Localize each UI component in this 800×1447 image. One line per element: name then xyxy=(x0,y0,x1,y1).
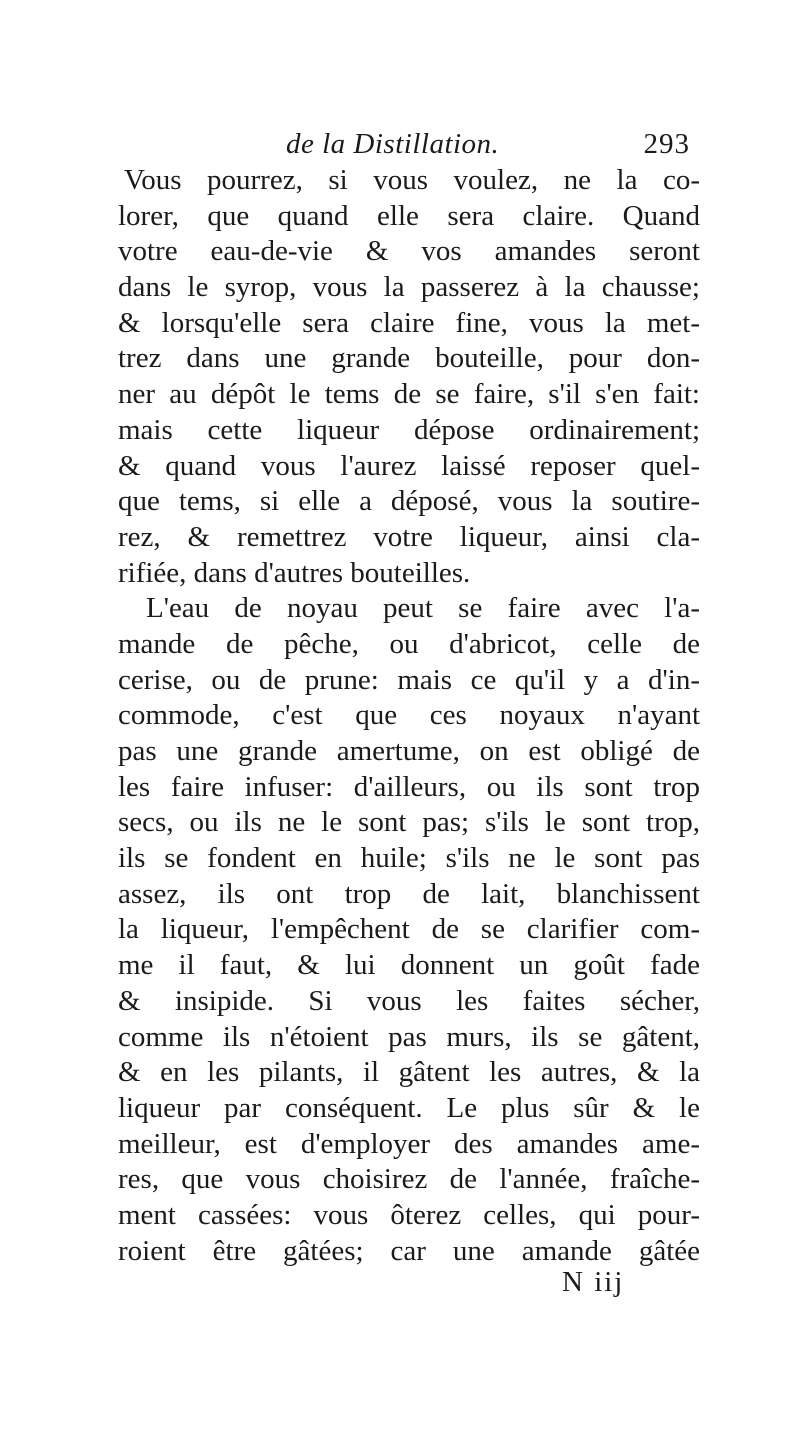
body-text xyxy=(118,163,700,1269)
text-line: cerise, ou de prune: mais ce qu'il y a d'in- xyxy=(118,663,700,696)
text-line: ils se fondent en huile; s'ils ne le sont pas xyxy=(118,842,700,875)
text-line: Vous pourrez, si vous voulez, ne la co- xyxy=(124,164,700,196)
text-line: que tems, si elle a déposé, vous la soutire- xyxy=(118,485,700,518)
text-line: liqueur par conséquent. Le plus sûr & le xyxy=(118,1091,700,1124)
text-line: la liqueur, l'empêchent de se clarifier com- xyxy=(118,913,700,946)
text-line: lorer, que quand elle sera claire. Quand xyxy=(118,199,700,232)
text-line: & en les pilants, il gâtent les autres, & la xyxy=(118,1056,700,1089)
text-line: roient être gâtées; car une amande gâtée xyxy=(118,1234,700,1267)
text-line: rez, & remettrez votre liqueur, ainsi cla- xyxy=(118,520,700,553)
page-header xyxy=(118,128,700,168)
running-title: de la Distillation. xyxy=(286,128,500,160)
text-line: les faire infuser: d'ailleurs, ou ils sont trop xyxy=(118,770,700,803)
text-line: pas une grande amertume, on est obligé de xyxy=(118,735,700,767)
text-line: assez, ils ont trop de lait, blanchissent xyxy=(118,877,700,910)
text-line: dans le syrop, vous la passerez à la chausse; xyxy=(118,271,700,304)
text-line: & insipide. Si vous les faites sécher, xyxy=(118,984,700,1017)
text-line: & quand vous l'aurez laissé reposer quel- xyxy=(118,449,700,482)
text-line: trez dans une grande bouteille, pour don- xyxy=(118,342,700,375)
text-line: me il faut, & lui donnent un goût fade xyxy=(118,949,700,982)
text-line: mais cette liqueur dépose ordinairement; xyxy=(118,413,700,446)
text-line: secs, ou ils ne le sont pas; s'ils le sont trop, xyxy=(118,806,700,839)
text-line: ner au dépôt le tems de se faire, s'il s'en fait: xyxy=(118,378,700,411)
text-line: res, que vous choisirez de l'année, fraîche- xyxy=(118,1163,700,1196)
text-line: commode, c'est que ces noyaux n'ayant xyxy=(118,699,700,732)
text-line: votre eau-de-vie & vos amandes seront xyxy=(118,235,700,268)
text-line: L'eau de noyau peut se faire avec l'a- xyxy=(146,592,700,625)
text-line: meilleur, est d'employer des amandes ame- xyxy=(118,1127,700,1160)
text-line: rifiée, dans d'autres bouteilles. xyxy=(118,556,471,589)
text-line: mande de pêche, ou d'abricot, celle de xyxy=(118,627,700,660)
text-line: comme ils n'étoient pas murs, ils se gâtent, xyxy=(118,1020,700,1053)
page-number: 293 xyxy=(643,128,690,160)
text-line: & lorsqu'elle sera claire fine, vous la met- xyxy=(118,306,700,339)
text-line: ment cassées: vous ôterez celles, qui pour- xyxy=(118,1198,700,1231)
signature-mark: N iij xyxy=(562,1266,625,1298)
